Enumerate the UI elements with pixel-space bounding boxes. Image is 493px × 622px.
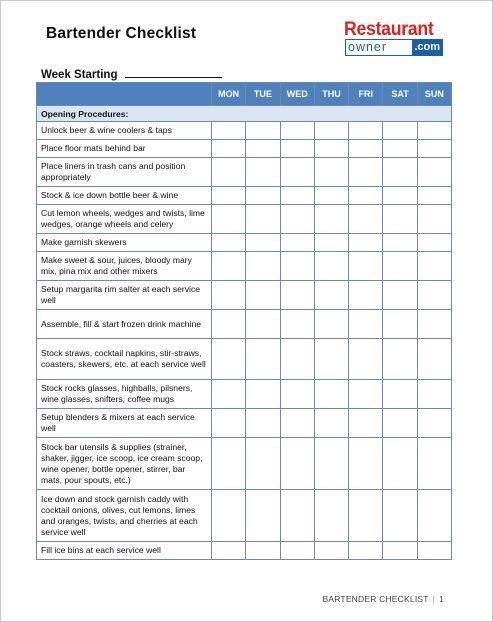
check-cell-tue[interactable]: [246, 438, 280, 490]
check-cell-wed[interactable]: [280, 380, 314, 409]
check-cell-fri[interactable]: [349, 438, 383, 490]
check-cell-sat[interactable]: [383, 310, 417, 339]
check-cell-mon[interactable]: [212, 490, 246, 542]
check-cell-wed[interactable]: [280, 187, 314, 205]
day-header-sat: SAT: [383, 83, 417, 106]
table-row: [37, 438, 452, 490]
check-cell-wed[interactable]: [280, 252, 314, 281]
check-cell-mon[interactable]: [212, 542, 246, 560]
logo-restaurant-text: Restaurant: [344, 19, 434, 40]
check-cell-mon[interactable]: [212, 205, 246, 234]
day-header-fri: FRI: [349, 83, 383, 106]
check-cell-fri[interactable]: [349, 187, 383, 205]
check-cell-sat[interactable]: [383, 140, 417, 158]
check-cell-mon[interactable]: [212, 281, 246, 310]
check-cell-fri[interactable]: [349, 542, 383, 560]
check-cell-tue[interactable]: [246, 281, 280, 310]
check-cell-thu[interactable]: [314, 122, 348, 140]
check-cell-tue[interactable]: [246, 542, 280, 560]
check-cell-tue[interactable]: [246, 252, 280, 281]
table-row: [37, 158, 452, 187]
task-label: Place floor mats behind bar: [37, 140, 212, 158]
check-cell-mon[interactable]: [212, 187, 246, 205]
check-cell-sat[interactable]: [383, 234, 417, 252]
check-cell-sat[interactable]: [383, 252, 417, 281]
check-cell-mon[interactable]: [212, 252, 246, 281]
check-cell-sun[interactable]: [417, 158, 451, 187]
table-row: [37, 380, 452, 409]
check-cell-thu[interactable]: [314, 234, 348, 252]
check-cell-thu[interactable]: [314, 205, 348, 234]
checklist-table: [36, 82, 452, 560]
check-cell-fri[interactable]: [349, 140, 383, 158]
check-cell-sat[interactable]: [383, 339, 417, 380]
check-cell-sun[interactable]: [417, 409, 451, 438]
check-cell-sat[interactable]: [383, 542, 417, 560]
check-cell-tue[interactable]: [246, 205, 280, 234]
check-cell-sun[interactable]: [417, 438, 451, 490]
check-cell-tue[interactable]: [246, 409, 280, 438]
check-cell-fri[interactable]: [349, 252, 383, 281]
task-label: Make sweet & sour, juices, bloody mary mix, pina mix and other mixers: [37, 252, 212, 281]
page-footer: [323, 594, 445, 604]
check-cell-mon[interactable]: [212, 409, 246, 438]
check-cell-sat[interactable]: [383, 187, 417, 205]
check-cell-sat[interactable]: [383, 490, 417, 542]
week-starting: [41, 67, 222, 81]
check-cell-fri[interactable]: [349, 234, 383, 252]
logo-owner-text: owner: [348, 40, 388, 54]
table-row: [37, 205, 452, 234]
week-starting-blank[interactable]: [125, 67, 222, 78]
check-cell-sat[interactable]: [383, 205, 417, 234]
section-title: Opening Procedures:: [37, 106, 452, 122]
check-cell-thu[interactable]: [314, 252, 348, 281]
restaurant-owner-logo: [344, 20, 444, 56]
check-cell-tue[interactable]: [246, 310, 280, 339]
table-row: [37, 252, 452, 281]
check-cell-mon[interactable]: [212, 158, 246, 187]
task-label: Stock rocks glasses, highballs, pilsners, wine glasses, snifters, coffee mugs: [37, 380, 212, 409]
check-cell-fri[interactable]: [349, 490, 383, 542]
check-cell-fri[interactable]: [349, 281, 383, 310]
check-cell-fri[interactable]: [349, 310, 383, 339]
table-row: [37, 542, 452, 560]
check-cell-thu[interactable]: [314, 339, 348, 380]
logo-owner-box: [345, 39, 443, 56]
check-cell-sun[interactable]: [417, 234, 451, 252]
check-cell-sat[interactable]: [383, 158, 417, 187]
table-row: [37, 281, 452, 310]
table-row: [37, 409, 452, 438]
day-header-tue: TUE: [246, 83, 280, 106]
table-row: [37, 234, 452, 252]
table-row: [37, 140, 452, 158]
check-cell-wed[interactable]: [280, 234, 314, 252]
footer-label: BARTENDER CHECKLIST: [322, 594, 429, 604]
task-label: Ice down and stock garnish caddy with cocktail onions, olives, cut lemons, limes and oranges, twists, and cherries at each service well: [37, 490, 212, 542]
check-cell-wed[interactable]: [280, 205, 314, 234]
check-cell-sun[interactable]: [417, 252, 451, 281]
check-cell-thu[interactable]: [314, 140, 348, 158]
check-cell-fri[interactable]: [349, 339, 383, 380]
logo-com-text: .com: [414, 41, 440, 53]
check-cell-mon[interactable]: [212, 122, 246, 140]
check-cell-fri[interactable]: [349, 205, 383, 234]
check-cell-wed[interactable]: [280, 310, 314, 339]
check-cell-wed[interactable]: [280, 339, 314, 380]
task-label: Stock straws, cocktail napkins, stir-straws, coasters, skewers, etc. at each service well: [37, 339, 212, 380]
check-cell-mon[interactable]: [212, 380, 246, 409]
check-cell-wed[interactable]: [280, 122, 314, 140]
table-row: [37, 490, 452, 542]
check-cell-mon[interactable]: [212, 339, 246, 380]
check-cell-thu[interactable]: [314, 281, 348, 310]
table-row: [37, 122, 452, 140]
check-cell-thu[interactable]: [314, 380, 348, 409]
check-cell-sun[interactable]: [417, 339, 451, 380]
day-header-wed: WED: [280, 83, 314, 106]
check-cell-sun[interactable]: [417, 205, 451, 234]
check-cell-sat[interactable]: [383, 380, 417, 409]
check-cell-sat[interactable]: [383, 409, 417, 438]
check-cell-wed[interactable]: [280, 140, 314, 158]
check-cell-wed[interactable]: [280, 490, 314, 542]
check-cell-fri[interactable]: [349, 409, 383, 438]
task-label: Make garnish skewers: [37, 234, 212, 252]
section-row: [37, 106, 452, 122]
check-cell-wed[interactable]: [280, 409, 314, 438]
task-label: Stock bar utensils & supplies (strainer, shaker, jigger, ice scoop, ice cream scoop, wine opener, bottle opener, stirrer, bar mats, pour spouts, etc.): [37, 438, 212, 490]
check-cell-tue[interactable]: [246, 339, 280, 380]
check-cell-thu[interactable]: [314, 187, 348, 205]
task-label: Unlock beer & wine coolers & taps: [37, 122, 212, 140]
check-cell-sun[interactable]: [417, 310, 451, 339]
check-cell-wed[interactable]: [280, 158, 314, 187]
check-cell-fri[interactable]: [349, 380, 383, 409]
check-cell-sun[interactable]: [417, 542, 451, 560]
week-starting-label: Week Starting: [41, 69, 118, 81]
check-cell-tue[interactable]: [246, 122, 280, 140]
check-cell-wed[interactable]: [280, 438, 314, 490]
check-cell-sat[interactable]: [383, 122, 417, 140]
check-cell-tue[interactable]: [246, 380, 280, 409]
check-cell-thu[interactable]: [314, 158, 348, 187]
check-cell-mon[interactable]: [212, 140, 246, 158]
check-cell-fri[interactable]: [349, 158, 383, 187]
task-label: Setup margarita rim salter at each service well: [37, 281, 212, 310]
day-header-sun: SUN: [417, 83, 451, 106]
check-cell-sun[interactable]: [417, 187, 451, 205]
check-cell-tue[interactable]: [246, 187, 280, 205]
task-label: Setup blenders & mixers at each service well: [37, 409, 212, 438]
check-cell-tue[interactable]: [246, 140, 280, 158]
check-cell-fri[interactable]: [349, 122, 383, 140]
check-cell-sat[interactable]: [383, 438, 417, 490]
check-cell-mon[interactable]: [212, 438, 246, 490]
check-cell-thu[interactable]: [314, 310, 348, 339]
task-label: Assemble, fill & start frozen drink machine: [37, 310, 212, 339]
check-cell-tue[interactable]: [246, 490, 280, 542]
check-cell-mon[interactable]: [212, 310, 246, 339]
check-cell-tue[interactable]: [246, 158, 280, 187]
document-title: Bartender Checklist: [46, 25, 197, 42]
footer-separator: |: [432, 594, 436, 604]
task-label: Stock & ice down bottle beer & wine: [37, 187, 212, 205]
day-header-mon: MON: [212, 83, 246, 106]
check-cell-sat[interactable]: [383, 281, 417, 310]
table-row: [37, 339, 452, 380]
task-label: Cut lemon wheels, wedges and twists, lime wedges, orange wheels and celery: [37, 205, 212, 234]
check-cell-thu[interactable]: [314, 409, 348, 438]
task-label: Fill ice bins at each service well: [37, 542, 212, 560]
check-cell-thu[interactable]: [314, 490, 348, 542]
task-label: Place liners in trash cans and position appropriately: [37, 158, 212, 187]
table-row: [37, 310, 452, 339]
day-header-thu: THU: [314, 83, 348, 106]
check-cell-sun[interactable]: [417, 380, 451, 409]
check-cell-sun[interactable]: [417, 122, 451, 140]
check-cell-thu[interactable]: [314, 542, 348, 560]
check-cell-mon[interactable]: [212, 234, 246, 252]
check-cell-sun[interactable]: [417, 490, 451, 542]
check-cell-sun[interactable]: [417, 281, 451, 310]
check-cell-tue[interactable]: [246, 234, 280, 252]
check-cell-wed[interactable]: [280, 542, 314, 560]
check-cell-thu[interactable]: [314, 438, 348, 490]
table-header-row: [37, 83, 452, 106]
table-row: [37, 187, 452, 205]
footer-page-number: 1: [439, 594, 444, 604]
check-cell-wed[interactable]: [280, 281, 314, 310]
task-column-header: [37, 83, 212, 106]
check-cell-sun[interactable]: [417, 140, 451, 158]
